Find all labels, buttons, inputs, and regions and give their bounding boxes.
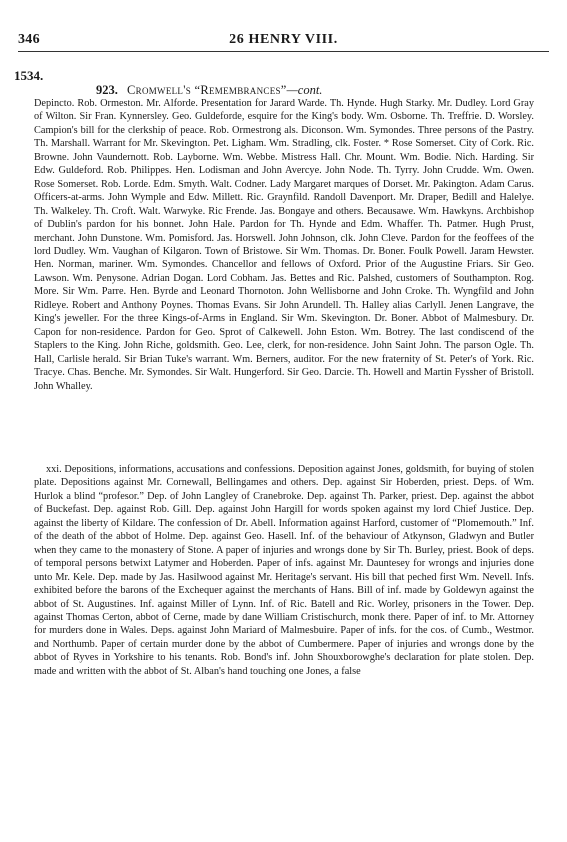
entry-number: 923.	[96, 83, 118, 97]
entry-title: Cromwell's “Remembrances”	[127, 83, 287, 97]
year-marginal: 1534.	[14, 68, 44, 83]
body-paragraph-names: Depincto. Rob. Ormeston. Mr. Alforde. Presentation for Jarard Warde. Th. Hynde. Hugh Starky. Mr. Dudley. Lord Gray of Wilton. Sir Fran. Kynnersley. Geo. Guldeforde, esquire for the King's body. Wm. Osborne. Th. Treffrie. D. Worsley. Campion's bill for the clerkship of peace. Rob. Ormestrong als. Diconson. Wm. Symondes. Three persons of the Pastry. Th. Marshall. Warrant for Mr. Skevington. Pet. Ligham. Wm. Stradling, clk. Foster. * Rose Somerset. City of Cork. Ric. Browne. John Vaundernott. Rob. Layborne. Wm. Webbe. Mistress Hall. Chr. Mount. Wm. Bodie. Nich. Harding. Sir Edw. Guldeford. Rob. Philippes. Hen. Lodisman and John Avercye. John Node. Th. Tyrry. John Crudde. Wm. Owen. Rose Somerset. Rob. Lorde. Edm. Smyth. Walt. Codner. Lady Margaret marques of Dorset. Mr. Pakington. Adam Carus. Officers-at-arms. John Wymple and Edw. Millett. Ric. Graynfild. Randoll Davenport. Mr. Draper, Bedill and Halelye. Th. Walkeley. Th. Croft. Walt. Warwyke. Ric Frende. Jas. Bongaye and others. Becausawe. Wm. Hawkyns. Archbishop of Dublin's pardon for his bonnet. John Hale. Pardon for Th. Hynde and Edm. Whaffer. Th. Patmer. Hugh Prust, merchant. John Dunstone. Wm. Pomisford. Jas. Horswell. John Johnson, clk. John Cleve. Pardon for the feoffees of the lord Dudley. Wm. Vaughan of Kilgaron. Town of Bristowe. Sir Wm. Thomas. Dr. Boner. Foulk Powell. Jaram Hewster. Hen. Norman, mariner. Wm. Symondes. Chancellor and fellows of Oxford. Prior of the Augustine Friars. Sir Geo. Lawson. Wm. Penysone. Adrian Dogan. Lord Cobham. Jas. Bettes and Ric. Palshed, customers of Southampton. Rog. More. Sir Wm. Parre. Hen. Byrde and Leonard Thornoton. John Wellisborne and John Croke. Th. Wyngfild and John Ridleye. Robert and Anthony Poynes. Thomas Evans. Sir John Arundell. Th. Halley alias Carlyll. Jenen Langrave, the King's jeweller. For the three Kings-of-Arms in England. Sir Wm. Skevington. Dr. Boner. Abbot of Malmesbury. Dr. Capon for non-residence. Pardon for Geo. Sprot of Calkewell. John Eston. Wm. Botrey. The last condiscend of the Staplers to the King. John Riche, goldsmith. Geo. Lee, clerk, for non-residence. John Saint John. The parson Ogle. Th. Hall, Carlisle herald. Sir Brian Tuke's warrant. Wm. Berners, auditor. For the new fraternity of St. Peter's of York. Ric. Tracye. Chas. Benche. Mr. Symondes. Sir Walt. Hungerford. Sir Geo. Darcie. Th. Howell and Martin Fyssher of Bristoll. John Whalley.	[34, 98, 534, 392]
page-number: 346	[18, 32, 40, 47]
body-paragraph-depositions: xxi. Depositions, informations, accusations and confessions. Deposition against Jones, goldsmith, for buying of stolen plate. Depositions against Mr. Cornewall, Bellingames and others. Dep. against Sir Hoberden, priest. Deps. of Wm. Hurlok a blind “profesor.” Dep. of John Langley of Cranebroke. Dep. against Th. Parker, priest. Dep. against the abbot of Buckefast. Dep. against Rob. Gill. Dep. against John Hargill for words spoken against my lord Chief Justice. Dep. against the liberty of Kildare. The confession of Dr. Abell. Information against Harford, customer of “Plomemouth.” Inf. of the death of the abbot of Holme. Dep. against Geo. Hasell. Inf. of the behaviour of Atkynson, Gladwyn and Butler when they came to the monastery of Stone. A paper of injuries and wrongs done by Sir Th. Burley, priest. Book of deps. of temporal persons betwixt Latymer and Hoberden. Paper of infs. against Mr. Dauntesey for wrongs and injuries done unto Mr. Kele. Dep. made by Jas. Hasilwood against Mr. Heritage's servant. His bill that peched first Wm. Nevell. Infs. exhibited before the barons of the Exchequer against the merchants of Hans. Bill of inf. made by Goldewyn against the abbot of St. Augustines. Inf. against Miller of Lynn. Inf. of Ric. Batell and Ric. Worley, prisoners in the Tower. Dep. against Thomas Certon, abbot of Cerne, made by dane William Cristischurch, monk there. Paper of inf. to Mr. Attorney for murders done in Wales. Deps. against John Mariard of Malmesbuire. Paper of infs. for the cos. of Cumb., Westmor. and Northumb. Paper of certain murder done by the abbot of Cumbermere. Paper of injuries and wrongs done by the abbot of Ryves in Yorkshire to his tenants. Rob. Bond's inf. John Shouxborowghe's declaration for plate stolen. Dep. made and written with the abbot of St. Alban's hand touching one Jones, a false	[34, 464, 534, 677]
entry-heading	[96, 83, 322, 98]
header-rule	[18, 51, 549, 52]
entry-continued: —cont.	[286, 83, 323, 97]
running-head: 26 HENRY VIII.	[229, 32, 338, 47]
